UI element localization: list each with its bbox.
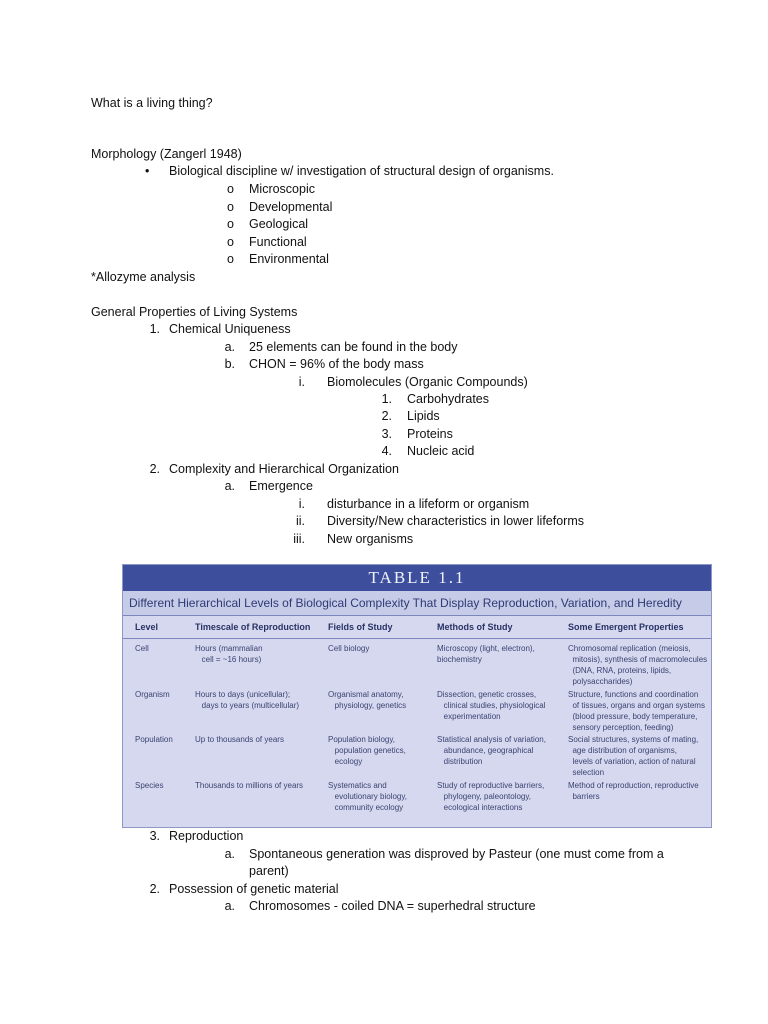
list-item: Carbohydrates <box>407 392 489 406</box>
table-cell-fields <box>328 780 407 813</box>
table-cell-line: Structure, functions and coordination <box>568 690 699 699</box>
table-cell-fields <box>328 689 406 711</box>
roman-marker: iii. <box>293 532 305 546</box>
general-properties-heading: General Properties of Living Systems <box>91 305 298 319</box>
table-cell-line: of tissues, organs and organ systems <box>568 701 705 710</box>
list-item: Possession of genetic material <box>169 882 339 896</box>
table-cell-line: Thousands to millions of years <box>195 781 304 790</box>
letter-marker: a. <box>224 899 235 913</box>
roman-marker: ii. <box>295 514 305 528</box>
table-cell-methods <box>437 780 544 813</box>
table-cell-timescale <box>195 780 303 791</box>
number-marker: 1. <box>381 392 392 406</box>
table-cell-line: Organismal anatomy, <box>328 690 404 699</box>
number-marker: 2. <box>149 882 160 896</box>
table-cell-fields <box>328 734 406 767</box>
table-cell-line: ecology <box>328 757 363 766</box>
circle-marker: o <box>227 200 234 214</box>
list-item: New organisms <box>327 532 414 546</box>
list-item: CHON = 96% of the body mass <box>249 357 424 371</box>
letter-marker: a. <box>224 847 235 861</box>
table-cell-line: Social structures, systems of mating, <box>568 735 699 744</box>
table-cell-line: distribution <box>437 757 483 766</box>
table-cell-props <box>568 780 699 802</box>
table-cell-line: population genetics, <box>328 746 406 755</box>
table-title: TABLE 1.1 <box>123 565 711 591</box>
table-cell-line: cell = ~16 hours) <box>195 655 262 664</box>
list-item: Developmental <box>249 200 333 214</box>
table-cell-line: phylogeny, paleontology, <box>437 792 531 801</box>
table-cell-level <box>135 780 163 791</box>
table-cell-line: mitosis), synthesis of macromolecules <box>568 655 708 664</box>
list-item: Proteins <box>407 427 453 441</box>
list-item-continuation: parent) <box>249 864 289 878</box>
table-cell-props <box>568 689 705 733</box>
list-item: Diversity/New characteristics in lower lifeforms <box>327 514 585 528</box>
table-cell-line: Chromosomal replication (meiosis, <box>568 644 691 653</box>
table-cell-line: Statistical analysis of variation, <box>437 735 546 744</box>
number-marker: 4. <box>381 444 392 458</box>
list-item: Geological <box>249 217 309 231</box>
list-item: Complexity and Hierarchical Organization <box>169 462 399 476</box>
table-cell-line: ecological interactions <box>437 803 523 812</box>
column-header: Fields of Study <box>328 622 393 632</box>
table-cell-line: days to years (multicellular) <box>195 701 300 710</box>
table-cell-line: Species <box>135 781 164 790</box>
hierarchy-table <box>122 564 712 828</box>
table-cell-line: age distribution of organisms, <box>568 746 677 755</box>
column-header: Timescale of Reproduction <box>195 622 311 632</box>
list-item: Functional <box>249 235 307 249</box>
list-item: Reproduction <box>169 829 244 843</box>
table-cell-fields <box>328 643 369 654</box>
roman-marker: i. <box>298 375 305 389</box>
table-cell-line: Cell <box>135 644 149 653</box>
list-item: 25 elements can be found in the body <box>249 340 458 354</box>
table-cell-line: experimentation <box>437 712 501 721</box>
letter-marker: b. <box>224 357 235 371</box>
table-body <box>123 639 711 812</box>
table-cell-line: evolutionary biology, <box>328 792 408 801</box>
allozyme-note: *Allozyme analysis <box>91 270 196 284</box>
table-cell-line: (DNA, RNA, proteins, lipids, <box>568 666 672 675</box>
table-cell-props <box>568 643 707 687</box>
question-heading: What is a living thing? <box>91 96 213 110</box>
morphology-definition: Biological discipline w/ investigation of structural design of organisms. <box>169 164 554 178</box>
table-cell-line: Hours to days (unicellular); <box>195 690 291 699</box>
list-item: Spontaneous generation was disproved by Pasteur (one must come from a <box>249 847 664 861</box>
list-item: Chromosomes - coiled DNA = superhedral structure <box>249 899 536 913</box>
column-header: Some Emergent Properties <box>568 622 684 632</box>
table-cell-line: physiology, genetics <box>328 701 407 710</box>
number-marker: 1. <box>149 322 160 336</box>
list-item: Nucleic acid <box>407 444 475 458</box>
column-header: Methods of Study <box>437 622 513 632</box>
table-cell-timescale <box>195 689 299 711</box>
table-cell-level <box>135 643 149 654</box>
table-cell-line: Method of reproduction, reproductive <box>568 781 699 790</box>
table-cell-line: Up to thousands of years <box>195 735 284 744</box>
list-item: Biomolecules (Organic Compounds) <box>327 375 528 389</box>
circle-marker: o <box>227 235 234 249</box>
table-cell-line: (blood pressure, body temperature, <box>568 712 698 721</box>
list-item: Chemical Uniqueness <box>169 322 291 336</box>
table-cell-line: Population biology, <box>328 735 396 744</box>
letter-marker: a. <box>224 340 235 354</box>
number-marker: 2. <box>149 462 160 476</box>
table-cell-line: polysaccharides) <box>568 677 633 686</box>
list-item: Emergence <box>249 479 313 493</box>
table-cell-timescale <box>195 643 263 665</box>
table-cell-methods <box>437 643 535 665</box>
table-cell-line: Population <box>135 735 173 744</box>
table-cell-line: Study of reproductive barriers, <box>437 781 545 790</box>
table-cell-line: clinical studies, physiological <box>437 701 546 710</box>
table-cell-line: barriers <box>568 792 600 801</box>
table-cell-level <box>135 734 173 745</box>
table-cell-timescale <box>195 734 284 745</box>
table-cell-line: community ecology <box>328 803 404 812</box>
number-marker: 2. <box>381 409 392 423</box>
table-cell-line: Hours (mammalian <box>195 644 263 653</box>
circle-marker: o <box>227 217 234 231</box>
list-item: Lipids <box>407 409 440 423</box>
table-cell-line: Microscopy (light, electron), <box>437 644 535 653</box>
table-cell-line: Dissection, genetic crosses, <box>437 690 537 699</box>
table-cell-props <box>568 734 698 778</box>
table-cell-level <box>135 689 170 700</box>
table-cell-line: abundance, geographical <box>437 746 534 755</box>
circle-marker: o <box>227 182 234 196</box>
morphology-heading: Morphology (Zangerl 1948) <box>91 147 242 161</box>
table-caption: Different Hierarchical Levels of Biological Complexity That Display Reproduction, Variation, and Heredity <box>123 591 711 616</box>
bullet-marker: • <box>145 164 150 178</box>
roman-marker: i. <box>298 497 305 511</box>
table-cell-methods <box>437 734 546 767</box>
number-marker: 3. <box>149 829 160 843</box>
table-cell-line: selection <box>568 768 605 777</box>
table-cell-line: Organism <box>135 690 170 699</box>
table-cell-line: Systematics and <box>328 781 387 790</box>
table-header-row <box>123 616 711 639</box>
table-cell-methods <box>437 689 546 722</box>
list-item: Microscopic <box>249 182 315 196</box>
table-cell-line: sensory perception, feeding) <box>568 723 674 732</box>
circle-marker: o <box>227 252 234 266</box>
number-marker: 3. <box>381 427 392 441</box>
letter-marker: a. <box>224 479 235 493</box>
list-item: Environmental <box>249 252 329 266</box>
table-cell-line: Cell biology <box>328 644 370 653</box>
table-cell-line: biochemistry <box>437 655 482 664</box>
list-item: disturbance in a lifeform or organism <box>327 497 530 511</box>
column-header: Level <box>135 622 159 632</box>
table-cell-line: levels of variation, action of natural <box>568 757 696 766</box>
